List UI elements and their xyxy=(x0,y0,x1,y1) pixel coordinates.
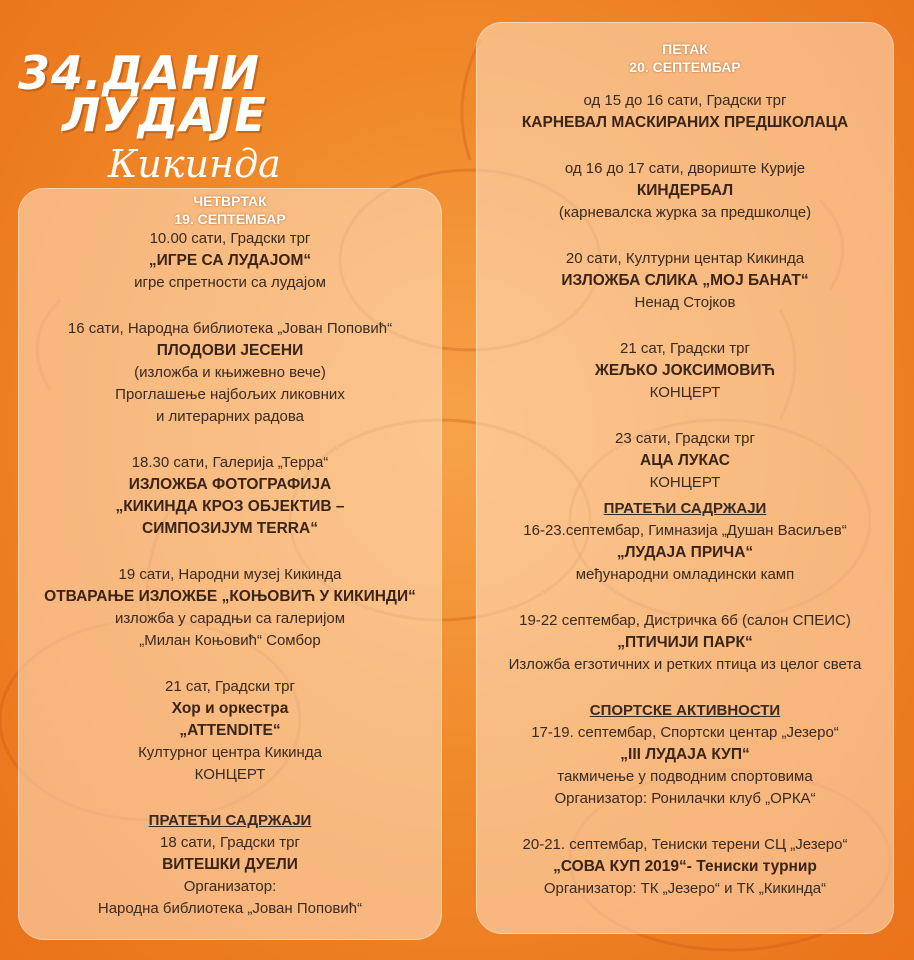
event-detail: КОНЦЕРТ xyxy=(194,766,266,783)
event-item xyxy=(476,158,894,224)
event-item xyxy=(18,810,442,920)
event-detail: међународни омладински камп xyxy=(575,566,795,583)
event-title: „ATTENDITE“ xyxy=(179,722,281,739)
event-title: СИМПОЗИЈУМ TERRA“ xyxy=(142,520,318,537)
event-item xyxy=(18,676,442,786)
event-detail: 20-21. септембар, Тениски терени СЦ „Језеро“ xyxy=(522,836,848,853)
event-title: „ИГРЕ СА ЛУДАЈОМ“ xyxy=(148,252,312,269)
event-item xyxy=(18,318,442,428)
event-detail: такмичење у подводним спортовима xyxy=(557,768,813,785)
event-detail: 23 сати, Градски трг xyxy=(615,430,755,447)
event-detail: 10.00 сати, Градски трг xyxy=(149,230,311,247)
event-title: „СОВА КУП 2019“- Тениски турнир xyxy=(553,858,817,875)
event-detail: од 16 до 17 сати, двориште Курије xyxy=(564,160,806,177)
event-title: „КИКИНДА КРОЗ ОБЈЕКТИВ – xyxy=(115,498,345,515)
event-item xyxy=(476,248,894,314)
event-detail: КОНЦЕРТ xyxy=(649,474,721,491)
event-detail: Културног центра Кикинда xyxy=(138,744,322,761)
event-detail: 19-22 септембар, Дистричка 6б (салон СПЕИС) xyxy=(519,612,851,629)
event-detail: (карневалска журка за предшколце) xyxy=(558,204,812,221)
event-item xyxy=(476,428,894,494)
event-title: ЖЕЉКО ЈОКСИМОВИЋ xyxy=(594,362,776,379)
event-detail: 19 сати, Народни музеј Кикинда xyxy=(118,566,342,583)
event-detail: изложба у сарадњи са галеријом xyxy=(114,610,346,627)
event-detail: од 15 до 16 сати, Градски трг xyxy=(583,92,787,109)
event-detail: 17-19. септембар, Спортски центар „Језеро“ xyxy=(531,724,839,741)
event-title: Хор и оркестра xyxy=(171,700,289,717)
event-detail: Организатор: Ронилачки клуб „ОРКА“ xyxy=(554,790,816,807)
event-detail: „Милан Коњовић“ Сомбор xyxy=(139,632,321,649)
event-detail: 18.30 сати, Галерија „Терра“ xyxy=(131,454,329,471)
event-title: „ЛУДАЈА ПРИЧА“ xyxy=(616,544,754,561)
friday-events xyxy=(476,90,894,900)
event-title: ОТВАРАЊЕ ИЗЛОЖБЕ „КОЊОВИЋ У КИКИНДИ“ xyxy=(44,588,416,605)
event-detail: 18 сати, Градски трг xyxy=(160,834,300,851)
thursday-date-label: 19. СЕПТЕМБАР xyxy=(174,211,286,227)
event-item xyxy=(476,90,894,134)
section-heading: СПОРТСКЕ АКТИВНОСТИ xyxy=(589,702,781,719)
thursday-schedule xyxy=(18,192,442,920)
section-heading: ПРАТЕЋИ САДРЖАЈИ xyxy=(148,812,312,829)
event-title: ВИТЕШКИ ДУЕЛИ xyxy=(162,856,298,873)
thursday-events xyxy=(18,228,442,920)
logo-city-name: Кикинда xyxy=(108,142,281,186)
event-detail: Изложба егзотичних и ретких птица из целог света xyxy=(508,656,862,673)
event-detail: и литерарних радова xyxy=(155,408,304,425)
event-detail: Организатор: ТК „Језеро“ и ТК „Кикинда“ xyxy=(543,880,827,897)
event-title: ИЗЛОЖБА ФОТОГРАФИЈА xyxy=(128,476,332,493)
event-item xyxy=(476,610,894,676)
friday-schedule xyxy=(476,40,894,900)
event-item xyxy=(476,834,894,900)
event-detail: КОНЦЕРТ xyxy=(649,384,721,401)
event-title: КАРНЕВАЛ МАСКИРАНИХ ПРЕДШКОЛАЦА xyxy=(521,114,849,131)
event-detail: 21 сат, Градски трг xyxy=(620,340,750,357)
event-detail: Народна библиотека „Јован Поповић“ xyxy=(97,900,363,917)
event-item xyxy=(476,338,894,404)
event-detail: Организатор: xyxy=(183,878,277,895)
section-heading: ПРАТЕЋИ САДРЖАЈИ xyxy=(603,500,767,517)
event-title: ПЛОДОВИ ЈЕСЕНИ xyxy=(156,342,304,359)
thursday-day-label: ЧЕТВРТАК xyxy=(193,193,267,209)
event-detail: 21 сат, Градски трг xyxy=(165,678,295,695)
event-title: ИЗЛОЖБА СЛИКА „МОЈ БАНАТ“ xyxy=(561,272,809,289)
event-detail: (изложба и књижевно вече) xyxy=(134,364,326,381)
event-item xyxy=(18,452,442,540)
event-title: АЦА ЛУКАС xyxy=(640,452,730,469)
event-item xyxy=(476,700,894,810)
friday-day-label: ПЕТАК xyxy=(662,41,708,57)
event-title: „III ЛУДАЈА КУП“ xyxy=(620,746,750,763)
event-title: КИНДЕРБАЛ xyxy=(636,182,734,199)
event-item xyxy=(18,564,442,652)
event-detail: игре спретности са лудајом xyxy=(134,274,326,291)
event-detail: 16 сати, Народна библиотека „Јован Поповић“ xyxy=(67,320,393,337)
event-detail: 20 сати, Културни центар Кикинда xyxy=(565,250,805,267)
event-item xyxy=(476,498,894,586)
logo-title-line1: 34.ДАНИ xyxy=(18,46,261,100)
event-detail: Ненад Стојков xyxy=(634,294,736,311)
event-item xyxy=(18,228,442,294)
festival-logo xyxy=(18,30,281,190)
event-detail: Проглашење најбољих ликовних xyxy=(115,386,345,403)
friday-date-label: 20. СЕПТЕМБАР xyxy=(629,59,741,75)
event-title: „ПТИЧИЈИ ПАРК“ xyxy=(617,634,753,651)
logo-title-line2: ЛУДАЈЕ xyxy=(62,88,267,142)
event-detail: 16-23.септембар, Гимназија „Душан Васиљев“ xyxy=(523,522,847,539)
